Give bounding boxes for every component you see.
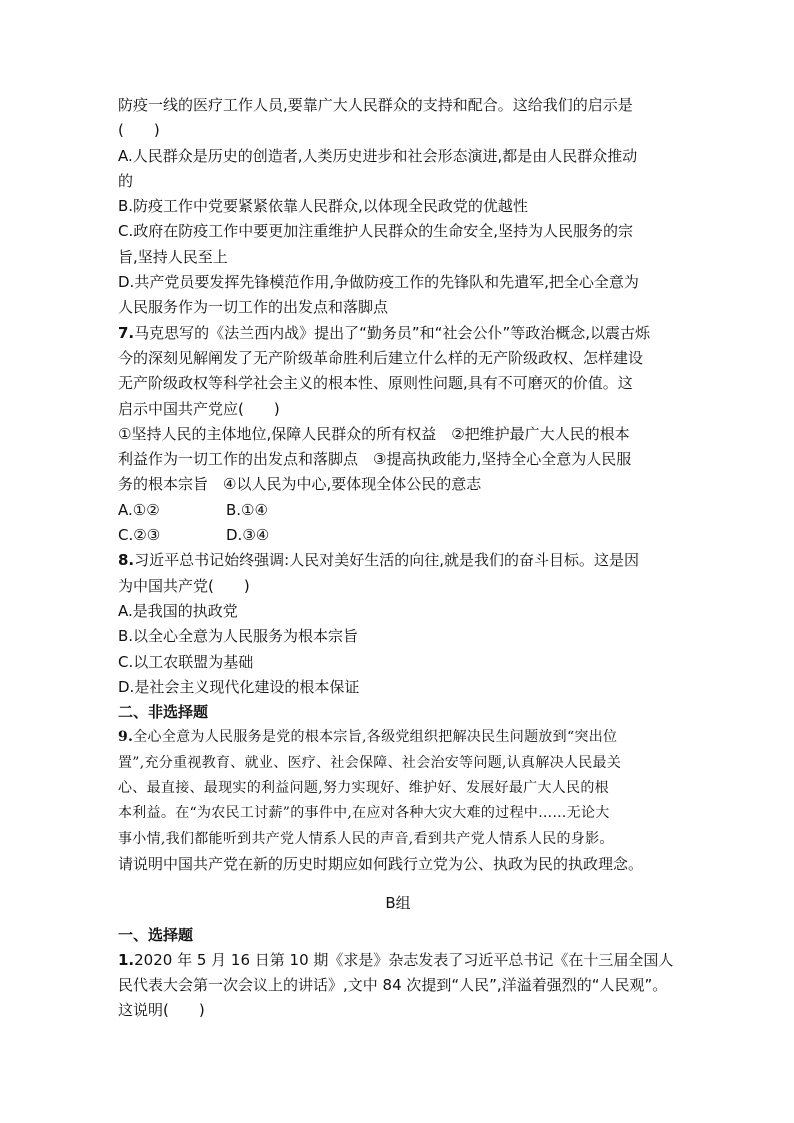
q7-stem-line-4: 启示中国共产党应( )	[118, 399, 280, 418]
q6-stem-line: 防疫一线的医疗工作人员,要靠广大人民群众的支持和配合。这给我们的启示是	[118, 96, 633, 114]
b-q1-stem	[118, 948, 678, 973]
q7-options-row-2	[118, 523, 678, 548]
section-heading-choice: 一、选择题	[118, 925, 194, 944]
b-q1-stem-line-3: 这说明( )	[118, 1001, 205, 1020]
q7-stem-text: 马克思写的《法兰西内战》提出了“勤务员”和“社会公仆”等政治概念,以震古烁	[134, 323, 650, 342]
q7-stem-line-3: 无产阶级政权等科学社会主义的根本性、原则性问题,具有不可磨灭的价值。这	[118, 374, 633, 393]
b-q1-stem-text: 2020 年 5 月 16 日第 10 期《求是》杂志发表了习近平总书记《在十三届全国人	[134, 950, 674, 969]
q6-option-d-cont: 人民服务作为一切工作的出发点和落脚点	[118, 298, 389, 317]
q6-option-b: B.防疫工作中党要紧紧依靠人民群众,以体现全民政党的优越性	[118, 197, 528, 216]
q7-items-line-2: 利益作为一切工作的出发点和落脚点 ③提高执政能力,坚持全心全意为人民服	[118, 450, 632, 469]
page-content	[118, 93, 678, 1024]
q9-material-line-4: 本利益。在“为农民工讨薪”的事件中,在应对各种大灾大难的过程中……无论大	[118, 805, 610, 822]
q8-option-a: A.是我国的执政党	[118, 601, 238, 620]
q8-stem-text: 习近平总书记始终强调:人民对美好生活的向往,就是我们的奋斗目标。这是因	[134, 551, 639, 570]
q8-option-d: D.是社会主义现代化建设的根本保证	[118, 677, 360, 696]
q7-stem-line-2: 今的深刻见解阐发了无产阶级革命胜利后建立什么样的无产阶级政权、怎样建设	[118, 348, 644, 367]
q6-option-a: A.人民群众是历史的创造者,人类历史进步和社会形态演进,都是由人民群众推动	[118, 146, 638, 165]
b-q1-number: 1.	[118, 950, 135, 969]
q7-option-b: B.①④	[226, 500, 268, 519]
q9-question: 请说明中国共产党在新的历史时期应如何践行立党为公、执政为民的执政理念。	[118, 854, 644, 873]
q6-answer-bracket: ( )	[118, 121, 160, 140]
q9-stem-text: 全心全意为人民服务是党的根本宗旨,各级党组织把解决民生问题放到“突出位	[133, 729, 618, 746]
q7-number: 7.	[118, 323, 135, 342]
q7-options-row-1	[118, 498, 678, 523]
section-heading-non-choice: 二、非选择题	[118, 703, 209, 722]
q6-option-d: D.共产党员要发挥先锋模范作用,争做防疫工作的先锋队和先遣军,把全心全意为	[118, 273, 639, 292]
q8-stem	[118, 548, 678, 573]
b-q1-stem-line-2: 民代表大会第一次会议上的讲话》,文中 84 次提到“人民”,洋溢着强烈的“人民观”。	[118, 976, 668, 995]
q6-option-c-cont: 旨,坚持人民至上	[118, 247, 228, 266]
q6-option-a-cont: 的	[118, 171, 134, 190]
q7-option-a: A.①②	[118, 500, 160, 519]
q9-stem	[118, 725, 678, 750]
q9-material-line-2: 置”,充分重视教育、就业、医疗、社会保障、社会治安等问题,认真解决人民最关	[118, 754, 622, 771]
q7-option-c: C.②③	[118, 526, 161, 545]
q7-stem	[118, 321, 678, 346]
q7-items-line-1: ①坚持人民的主体地位,保障人民群众的所有权益 ②把维护最广大人民的根本	[118, 424, 630, 443]
q7-items-line-3: 务的根本宗旨 ④以人民为中心,要体现全体公民的意志	[118, 475, 482, 494]
q7-option-d: D.③④	[226, 526, 270, 545]
group-b-title: B组	[385, 894, 411, 913]
q9-number: 9.	[118, 729, 134, 746]
q8-number: 8.	[118, 551, 135, 570]
q6-option-c: C.政府在防疫工作中要更加注重维护人民群众的生命安全,坚持为人民服务的宗	[118, 222, 634, 241]
q8-stem-line-2: 为中国共产党( )	[118, 576, 250, 595]
q9-material-line-5: 事小情,我们都能听到共产党人情系人民的声音,看到共产党人情系人民的身影。	[118, 830, 614, 847]
q8-option-b: B.以全心全意为人民服务为根本宗旨	[118, 627, 359, 646]
q8-option-c: C.以工农联盟为基础	[118, 652, 254, 671]
q9-material-line-3: 心、最直接、最现实的利益问题,努力实现好、维护好、发展好最广大人民的根	[118, 780, 609, 797]
